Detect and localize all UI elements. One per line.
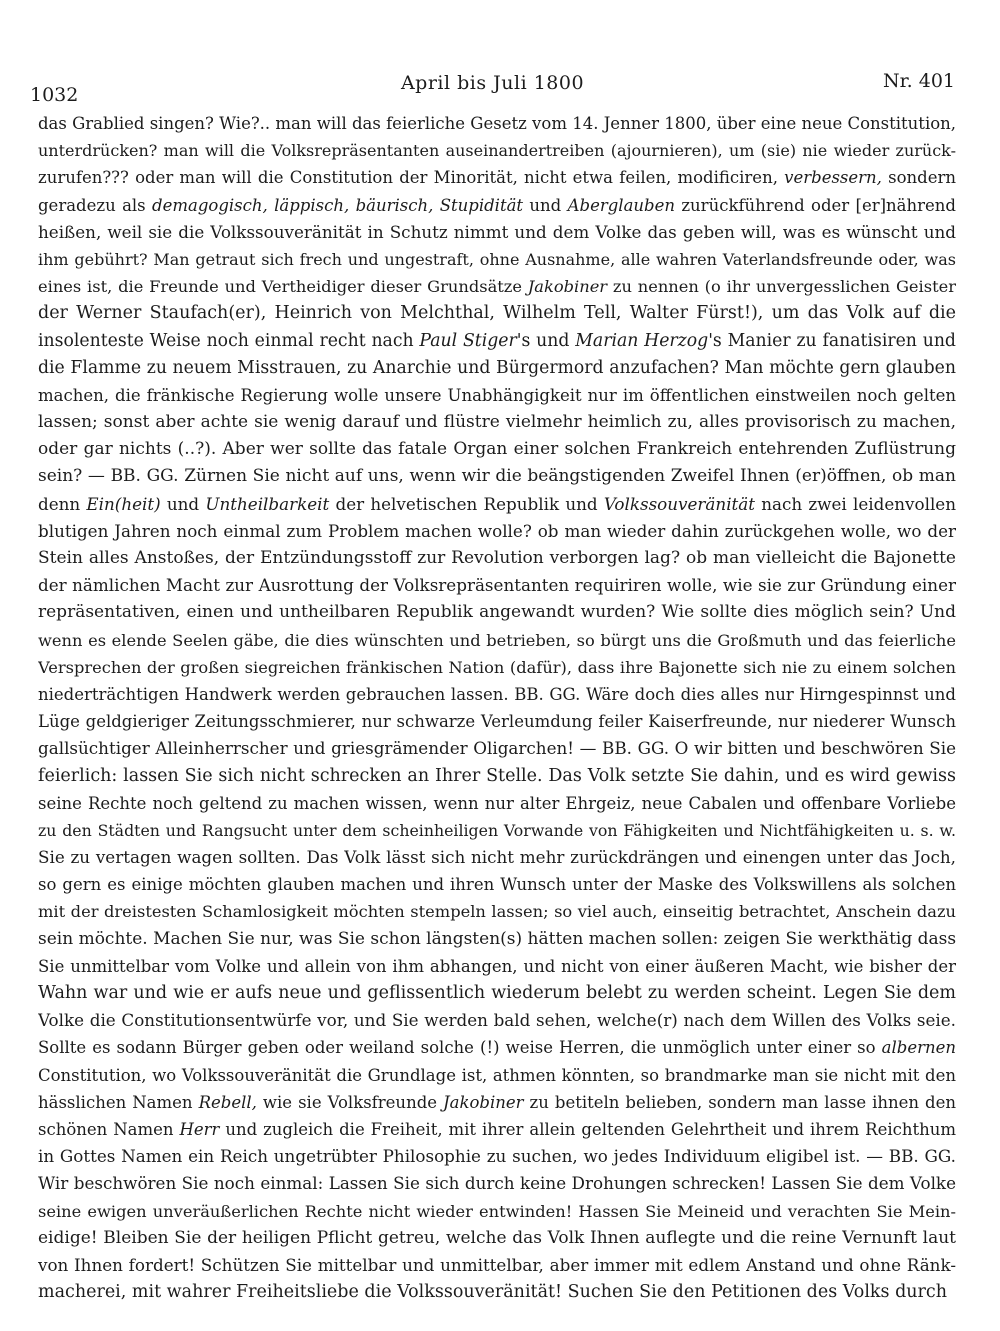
text-line [38, 409, 956, 436]
text-segment: repräsentativen, einen und untheilbaren Republik angewandt wurden? Wie sollte dies möglich sein? Und [38, 602, 956, 623]
text-line [38, 246, 956, 273]
text-segment: niederträchtigen Handwerk werden gebrauchen lassen. BB. GG. Wäre doch dies alles nur Hirngespinnst und [38, 684, 956, 704]
emphasized-text: Ein(heit) [86, 493, 161, 514]
text-segment: Wahn war und wie er aufs neue und geflissentlich wiederum belebt zu werden scheint. Legen Sie dem [38, 983, 956, 1003]
document-number: Nr. 401 [883, 70, 955, 92]
text-line [38, 192, 956, 219]
text-line [38, 898, 956, 925]
text-segment: das Grablied singen? Wie?.. man will das feierliche Gesetz vom 14. Jenner 1800, über eine neue Constitution, [38, 114, 956, 133]
text-segment: und zugleich die Freiheit, mit ihrer allein geltenden Gelehrtheit und ihrem Reichthum [219, 1119, 956, 1139]
text-segment: eines ist, die Freunde und Vertheidiger dieser Grundsätze [38, 277, 528, 297]
emphasized-text: Jakobiner [527, 277, 608, 297]
text-line [38, 1225, 956, 1252]
text-line [38, 1034, 956, 1061]
text-segment: Constitution, wo Volkssouveränität die Grundlage ist, athmen könnten, so brandmarke man sie nicht mit den [38, 1065, 956, 1085]
text-segment: schönen Namen [38, 1119, 180, 1139]
text-line [38, 708, 956, 735]
text-segment: gallsüchtiger Alleinherrscher und griesgrämender Oligarchen! — BB. GG. O wir bitten und beschwören Sie [38, 738, 956, 759]
text-segment: heißen, weil sie die Volkssouveränität in Schutz nimmt und dem Volke das geben will, was es wünscht und [38, 221, 956, 242]
text-segment: Sollte es sodann Bürger geben oder weiland solche (!) weise Herren, die unmöglich unter einer so [38, 1038, 882, 1058]
text-segment: denn [38, 493, 87, 514]
text-segment: Wir beschwören Sie noch einmal: Lassen Sie sich durch keine Drohungen schrecken! Lassen Sie dem Volke [38, 1173, 956, 1194]
text-line [38, 1116, 956, 1143]
emphasized-text: Marian Herzog [575, 330, 709, 351]
text-segment: der Werner Staufach(er), Heinrich von Melchthal, Wilhelm Tell, Walter Fürst!), um das Volk auf die [38, 303, 956, 324]
text-segment: der nämlichen Macht zur Ausrottung der Volksrepräsentanten requiriren wolle, wie sie zur Gründung einer [38, 575, 956, 596]
emphasized-text: Herr [179, 1119, 220, 1139]
text-line [38, 980, 956, 1007]
running-title: April bis Juli 1800 [400, 72, 585, 94]
text-segment: unterdrücken? man will die Volksrepräsentanten auseinandertreiben (ajournieren), um (sie) nie wieder zurück- [38, 141, 956, 161]
text-line [38, 110, 956, 137]
text-line [38, 382, 956, 409]
text-segment: der helvetischen Republik und [329, 493, 604, 514]
text-segment: Volke die Constitutionsentwürfe vor, und Sie werden bald sehen, welche(r) nach dem Willen des Volks seie. [38, 1010, 956, 1031]
text-line [38, 328, 956, 355]
text-line [38, 545, 956, 572]
text-segment: Sie zu vertagen wagen sollten. Das Volk lässt sich nicht mehr zurückdrängen und einengen unter das Joch, [38, 847, 956, 868]
emphasized-text: verbessern, [784, 168, 882, 188]
text-line [38, 491, 956, 518]
text-segment: sondern [881, 168, 956, 188]
page-number: 1032 [30, 84, 79, 106]
text-segment: wenn es elende Seelen gäbe, die dies wünschten und betrieben, so bürgt uns die Großmuth und das feierliche [38, 630, 956, 650]
text-line [38, 219, 956, 246]
text-line [38, 763, 956, 790]
text-segment: feierlich: lassen Sie sich nicht schrecken an Ihrer Stelle. Das Volk setzte Sie dahin, und es wird gewiss [38, 765, 956, 786]
emphasized-text: Aberglauben [567, 195, 675, 215]
text-line [38, 164, 956, 191]
text-line [38, 627, 956, 654]
text-line [38, 953, 956, 980]
text-line [38, 137, 956, 164]
emphasized-text: Volkssouveränität [603, 493, 756, 514]
text-line [38, 1062, 956, 1089]
text-segment: machen, die fränkische Regierung wolle unsere Unabhängigkeit nur im öffentlichen einstweilen noch gelten [38, 385, 956, 405]
emphasized-text: Paul Stiger [419, 330, 517, 351]
page-header [30, 70, 955, 106]
text-line [38, 1198, 956, 1225]
text-segment: Versprechen der großen siegreichen fränkischen Nation (dafür), dass ihre Bajonette sich nie zu einem solchen [38, 657, 956, 677]
text-segment: nach zwei leidenvollen [755, 493, 956, 514]
text-segment: 's Manier zu fanatisiren und [708, 330, 956, 351]
text-segment: und [523, 195, 568, 215]
text-segment: 's und [516, 330, 576, 351]
text-segment: geradezu als [38, 195, 153, 215]
text-line [38, 1007, 956, 1034]
text-segment: und [160, 493, 206, 514]
text-segment: hässlichen Namen [38, 1092, 199, 1112]
emphasized-text: albernen [881, 1038, 956, 1058]
body-text [38, 110, 956, 1306]
text-segment: so gern es einige möchten glauben machen und ihren Wunsch unter der Maske des Volkswillens als solchen [38, 875, 956, 895]
text-line [38, 1279, 956, 1306]
text-segment: zurufen??? oder man will die Constitution der Minorität, nicht etwa feilen, modificiren, [38, 168, 785, 188]
text-segment: insolenteste Weise noch einmal recht nach [38, 330, 420, 351]
text-segment: oder gar nichts (..?). Aber wer sollte das fatale Organ einer solchen Frankreich entehrenden Zuflüstrung [38, 439, 956, 460]
text-segment: sein möchte. Machen Sie nur, was Sie schon längsten(s) hätten machen sollen: zeigen Sie werkthätig dass [38, 928, 956, 949]
text-segment: seine Rechte noch geltend zu machen wissen, wenn nur alter Ehrgeiz, neue Cabalen und offenbare Vorliebe [38, 793, 956, 813]
text-line [38, 300, 956, 327]
text-segment: Sie unmittelbar vom Volke und allein von ihm abhangen, und nicht von einer äußeren Macht, wie bisher der [38, 956, 956, 976]
text-line [38, 735, 956, 762]
text-line [38, 926, 956, 953]
text-segment: eidige! Bleiben Sie der heiligen Pflicht getreu, welche das Volk Ihnen auflegte und die reine Vernunft laut [38, 1227, 956, 1248]
text-segment: zurückführend oder [er]nährend [675, 195, 956, 215]
text-segment: die Flamme zu neuem Misstrauen, zu Anarchie und Bürgermord anzufachen? Man möchte gern glauben [38, 357, 956, 378]
emphasized-text: Untheilbarkeit [205, 493, 330, 514]
emphasized-text: demagogisch, läppisch, bäurisch, Stupidität [152, 195, 524, 215]
text-line [38, 1143, 956, 1170]
emphasized-text: Rebell, [198, 1092, 257, 1112]
text-segment: von Ihnen fordert! Schützen Sie mittelbar und unmittelbar, aber immer mit edlem Anstand und ohne Ränk- [38, 1254, 956, 1275]
text-line [38, 844, 956, 871]
text-segment: zu betiteln belieben, sondern man lasse ihnen den [523, 1092, 956, 1112]
text-segment: in Gottes Namen ein Reich ungetrübter Philosophie zu suchen, wo jedes Individuum eligibel ist. — BB. GG. [38, 1146, 956, 1167]
text-segment: lassen; sonst aber achte sie wenig darauf und flüstre vielmehr heimlich zu, alles provisorisch zu machen, [38, 412, 956, 433]
text-segment: mit der dreistesten Schamlosigkeit möchten stempeln lassen; so viel auch, einseitig betrachtet, Anschein dazu [38, 902, 956, 922]
text-segment: ihm gebührt? Man getraut sich frech und ungestraft, ohne Ausnahme, alle wahren Vaterlandsfreunde oder, was [38, 249, 956, 269]
text-line [38, 436, 956, 463]
text-line [38, 871, 956, 898]
text-segment: Lüge geldgieriger Zeitungsschmierer, nur schwarze Verleumdung feiler Kaiserfreunde, nur niederer Wunsch [38, 712, 956, 732]
text-segment: zu den Städten und Rangsucht unter dem scheinheiligen Vorwande von Fähigkeiten und Nichtfähigkeiten u. s. w. [38, 820, 956, 840]
text-line [38, 572, 956, 599]
text-line [38, 817, 956, 844]
text-line [38, 1089, 956, 1116]
text-line [38, 355, 956, 382]
text-segment: sein? — BB. GG. Zürnen Sie nicht auf uns, wenn wir die beängstigenden Zweifel Ihnen (er)öffnen, ob man [38, 466, 956, 487]
text-line [38, 518, 956, 545]
text-line [38, 273, 956, 300]
text-segment: blutigen Jahren noch einmal zum Problem machen wolle? ob man wieder dahin zurückgehen wolle, wo der [38, 520, 956, 541]
text-line [38, 599, 956, 626]
text-line [38, 681, 956, 708]
text-segment: macherei, mit wahrer Freiheitsliebe die Volkssouveränität! Suchen Sie den Petitionen des Volks durch [38, 1282, 947, 1303]
text-segment: zu nennen (o ihr unvergesslichen Geister [607, 277, 956, 297]
emphasized-text: Jakobiner [443, 1092, 524, 1112]
text-line [38, 463, 956, 490]
text-line [38, 1170, 956, 1197]
text-line [38, 1252, 956, 1279]
text-line [38, 790, 956, 817]
text-segment: Stein alles Anstoßes, der Entzündungsstoff zur Revolution verborgen lag? ob man vielleicht die Bajonette [38, 548, 956, 568]
text-segment: wie sie Volksfreunde [256, 1092, 444, 1112]
text-line [38, 654, 956, 681]
text-segment: seine ewigen unveräußerlichen Rechte nicht wieder entwinden! Hassen Sie Meineid und verachten Sie Mein- [38, 1201, 956, 1221]
